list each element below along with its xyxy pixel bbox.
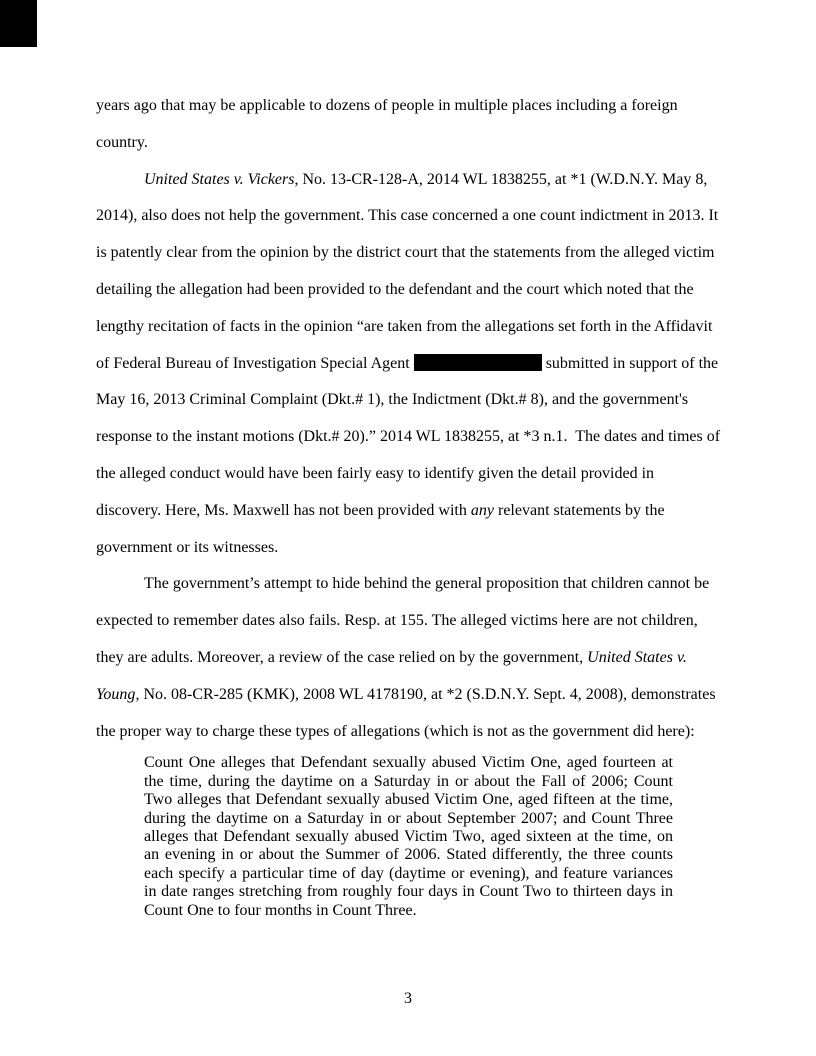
text-run: submitted in support of the May 16, 2013 Criminal Complaint (Dkt.# 1), the Indictment (Dkt.# 8), and the government's response to the instant motions (Dkt.# 20).” 2014 WL 1838255, at *3 n.1. The dates and times of the alleged conduct would have been fairly easy to identify given the detail provided in discovery. Here, Ms. Maxwell has not been provided with [96,354,721,519]
blockquote-young-counts [144,754,673,920]
text-run: The government’s attempt to hide behind the general proposition that children cannot be expected to remember dates also fails. Resp. at 155. The alleged victims here are not children, they are adults. Moreover, a review of the case relied on by the government [96,575,710,666]
italic-text-run: United States v. Vickers [144,170,295,188]
text-run: , No. 13-CR-128-A, 2014 WL 1838255, at *1 (W.D.N.Y. May 8, 2014), also does not help the government. This case concerned a one count indictment in 2013. It is patently clear from the opinion by the district court that the statements from the alleged victim detailing the allegation had been provided to the defendant and the court which noted that the lengthy recitation of facts in the opinion “are taken from the allegations set forth in the Affidavit of Federal Bureau of Investigation Special Agent [96,170,719,372]
paragraph-continuation [96,88,721,162]
text-run: relevant statements by the government or its witnesses. [96,501,665,556]
redaction-box [414,354,542,371]
italic-text-run: any [470,501,494,519]
document-body [96,88,721,920]
text-run: , No. 08-CR-285 (KMK), 2008 WL 4178190, at *2 (S.D.N.Y. Sept. 4, 2008), demonstrates the proper way to charge these types of allegations (which is not as the government did here): [96,685,716,740]
corner-artifact [0,0,37,47]
page-number: 3 [404,990,412,1007]
text-run: Count One alleges that Defendant sexually abused Victim One, aged fourteen at the time, during the daytime on a Saturday in or about the Fall of 2006; Count Two alleges that Defendant sexually abused Victim One, aged fifteen at the time, during the daytime on a Saturday in or about September 2007; and Count Three alleges that Defendant sexually abused Victim Two, aged sixteen at the time, on an evening in or about the Summer of 2006. Stated differently, the three counts each specify a particular time of day (daytime or evening), and feature variances in date ranges stretching from roughly four days in Count Two to thirteen days in Count One to four months in Count Three. [144,754,673,919]
paragraph-vickers-citation [96,162,721,567]
paragraph-young-citation [96,566,721,750]
italic-text-run: , United States v. Young [96,648,687,703]
text-run: years ago that may be applicable to dozens of people in multiple places including a foreign country. [96,97,678,151]
